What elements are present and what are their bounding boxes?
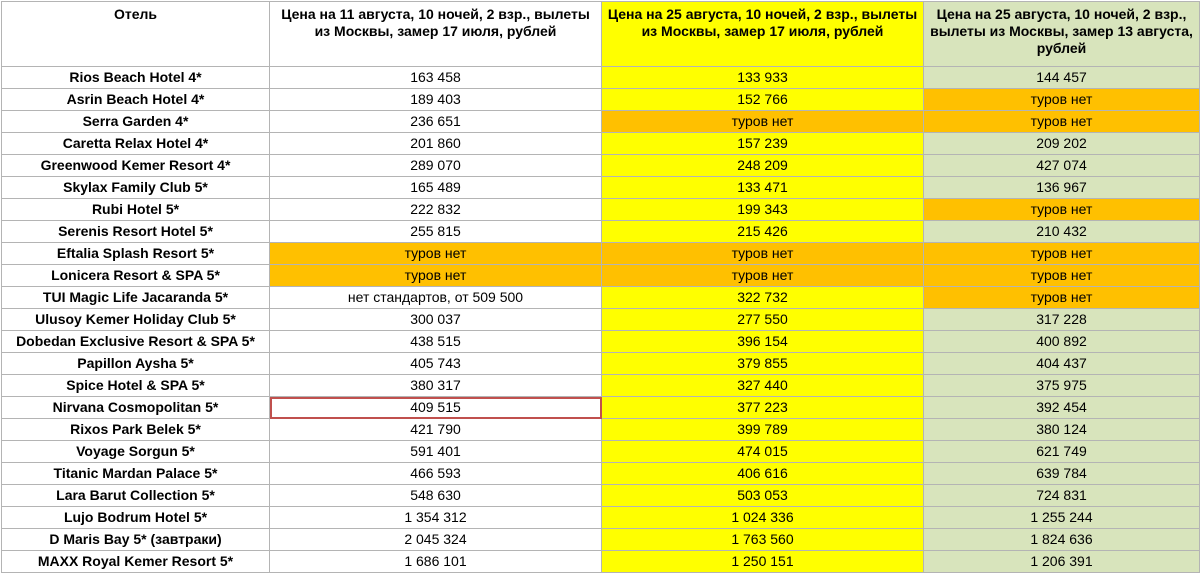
price-aug25-aug13-cell[interactable]: 621 749	[924, 441, 1200, 463]
hotel-name-cell[interactable]: Nirvana Cosmopolitan 5*	[2, 397, 270, 419]
table-row	[2, 177, 1200, 199]
header-price-aug11[interactable]: Цена на 11 августа, 10 ночей, 2 взр., вылеты из Москвы, замер 17 июля, рублей	[270, 2, 602, 67]
price-aug25-jul17-cell[interactable]: 199 343	[602, 199, 924, 221]
table-row	[2, 507, 1200, 529]
hotel-name-cell[interactable]: Papillon Aysha 5*	[2, 353, 270, 375]
price-aug25-jul17-cell[interactable]: 322 732	[602, 287, 924, 309]
hotel-name-cell[interactable]: Rixos Park Belek 5*	[2, 419, 270, 441]
table-body	[2, 67, 1200, 573]
price-aug25-aug13-cell[interactable]: 724 831	[924, 485, 1200, 507]
price-aug25-jul17-cell[interactable]: 396 154	[602, 331, 924, 353]
price-aug25-jul17-cell[interactable]: 1 250 151	[602, 551, 924, 573]
hotel-name-cell[interactable]: Dobedan Exclusive Resort & SPA 5*	[2, 331, 270, 353]
hotel-name-cell[interactable]: Spice Hotel & SPA 5*	[2, 375, 270, 397]
hotel-name-cell[interactable]: Serenis Resort Hotel 5*	[2, 221, 270, 243]
price-aug25-aug13-cell[interactable]: 404 437	[924, 353, 1200, 375]
price-aug25-aug13-cell[interactable]: 639 784	[924, 463, 1200, 485]
header-hotel[interactable]: Отель	[2, 2, 270, 67]
price-aug25-jul17-cell[interactable]: 1 024 336	[602, 507, 924, 529]
table-row	[2, 155, 1200, 177]
price-aug25-aug13-cell[interactable]: 136 967	[924, 177, 1200, 199]
price-aug25-jul17-cell[interactable]: 377 223	[602, 397, 924, 419]
price-aug25-jul17-cell[interactable]: 474 015	[602, 441, 924, 463]
price-aug25-aug13-cell[interactable]: 209 202	[924, 133, 1200, 155]
price-aug25-jul17-cell[interactable]: туров нет	[602, 265, 924, 287]
price-aug11-cell[interactable]: 222 832	[270, 199, 602, 221]
price-aug25-aug13-cell[interactable]: туров нет	[924, 287, 1200, 309]
price-aug11-cell[interactable]: 1 686 101	[270, 551, 602, 573]
hotel-name-cell[interactable]: MAXX Royal Kemer Resort 5*	[2, 551, 270, 573]
hotel-name-cell[interactable]: Rubi Hotel 5*	[2, 199, 270, 221]
price-aug11-cell[interactable]: 300 037	[270, 309, 602, 331]
price-aug25-aug13-cell[interactable]: 210 432	[924, 221, 1200, 243]
price-aug25-jul17-cell[interactable]: 406 616	[602, 463, 924, 485]
header-price-aug25-jul17[interactable]: Цена на 25 августа, 10 ночей, 2 взр., вылеты из Москвы, замер 17 июля, рублей	[602, 2, 924, 67]
price-aug25-jul17-cell[interactable]: 399 789	[602, 419, 924, 441]
table-row	[2, 419, 1200, 441]
price-aug25-jul17-cell[interactable]: 152 766	[602, 89, 924, 111]
table-row	[2, 287, 1200, 309]
price-aug25-jul17-cell[interactable]: 215 426	[602, 221, 924, 243]
price-aug11-cell[interactable]: нет стандартов, от 509 500	[270, 287, 602, 309]
price-aug11-cell[interactable]: 548 630	[270, 485, 602, 507]
price-aug11-cell[interactable]: 421 790	[270, 419, 602, 441]
table-row	[2, 89, 1200, 111]
hotel-name-cell[interactable]: Lara Barut Collection 5*	[2, 485, 270, 507]
price-aug11-cell[interactable]: туров нет	[270, 265, 602, 287]
price-aug25-jul17-cell[interactable]: 133 933	[602, 67, 924, 89]
table-row	[2, 67, 1200, 89]
table-row	[2, 353, 1200, 375]
price-aug25-aug13-cell[interactable]: 144 457	[924, 67, 1200, 89]
price-aug25-aug13-cell[interactable]: 1 824 636	[924, 529, 1200, 551]
hotel-name-cell[interactable]: Titanic Mardan Palace 5*	[2, 463, 270, 485]
table-row	[2, 133, 1200, 155]
price-aug25-jul17-cell[interactable]: туров нет	[602, 111, 924, 133]
table-row	[2, 463, 1200, 485]
hotel-name-cell[interactable]: Greenwood Kemer Resort 4*	[2, 155, 270, 177]
hotel-name-cell[interactable]: D Maris Bay 5* (завтраки)	[2, 529, 270, 551]
table-row	[2, 243, 1200, 265]
table-row	[2, 199, 1200, 221]
price-aug25-aug13-cell[interactable]: 392 454	[924, 397, 1200, 419]
price-aug25-aug13-cell[interactable]: 1 206 391	[924, 551, 1200, 573]
price-aug25-aug13-cell[interactable]: 400 892	[924, 331, 1200, 353]
price-aug25-jul17-cell[interactable]: 327 440	[602, 375, 924, 397]
price-aug25-jul17-cell[interactable]: 277 550	[602, 309, 924, 331]
price-aug11-cell[interactable]: 201 860	[270, 133, 602, 155]
hotel-name-cell[interactable]: Ulusoy Kemer Holiday Club 5*	[2, 309, 270, 331]
hotel-name-cell[interactable]: Asrin Beach Hotel 4*	[2, 89, 270, 111]
table-row	[2, 265, 1200, 287]
header-row	[2, 2, 1200, 67]
price-aug25-aug13-cell[interactable]: туров нет	[924, 199, 1200, 221]
table-row	[2, 375, 1200, 397]
hotel-name-cell[interactable]: Skylax Family Club 5*	[2, 177, 270, 199]
price-table	[1, 1, 1200, 573]
price-aug11-cell[interactable]: 289 070	[270, 155, 602, 177]
table-row	[2, 331, 1200, 353]
hotel-name-cell[interactable]: Eftalia Splash Resort 5*	[2, 243, 270, 265]
hotel-name-cell[interactable]: Caretta Relax Hotel 4*	[2, 133, 270, 155]
table-row	[2, 111, 1200, 133]
table-row	[2, 551, 1200, 573]
price-aug11-cell[interactable]: 405 743	[270, 353, 602, 375]
price-aug25-aug13-cell[interactable]: 317 228	[924, 309, 1200, 331]
price-aug11-cell[interactable]: 2 045 324	[270, 529, 602, 551]
price-aug11-cell[interactable]: 236 651	[270, 111, 602, 133]
price-aug25-jul17-cell[interactable]: 157 239	[602, 133, 924, 155]
price-aug11-cell[interactable]: 165 489	[270, 177, 602, 199]
table-row	[2, 485, 1200, 507]
hotel-name-cell[interactable]: TUI Magic Life Jacaranda 5*	[2, 287, 270, 309]
price-aug11-cell[interactable]: 163 458	[270, 67, 602, 89]
table-row	[2, 529, 1200, 551]
hotel-name-cell[interactable]: Serra Garden 4*	[2, 111, 270, 133]
price-aug25-aug13-cell[interactable]: туров нет	[924, 243, 1200, 265]
header-price-aug25-aug13[interactable]: Цена на 25 августа, 10 ночей, 2 взр., вылеты из Москвы, замер 13 августа, рублей	[924, 2, 1200, 67]
price-aug11-cell[interactable]: 255 815	[270, 221, 602, 243]
price-aug11-cell[interactable]: 438 515	[270, 331, 602, 353]
price-aug25-jul17-cell[interactable]: 379 855	[602, 353, 924, 375]
price-aug25-aug13-cell[interactable]: 375 975	[924, 375, 1200, 397]
hotel-name-cell[interactable]: Lonicera Resort & SPA 5*	[2, 265, 270, 287]
price-aug25-aug13-cell[interactable]: 1 255 244	[924, 507, 1200, 529]
price-aug25-aug13-cell[interactable]: 380 124	[924, 419, 1200, 441]
price-aug11-cell[interactable]: 189 403	[270, 89, 602, 111]
price-aug25-aug13-cell[interactable]: 427 074	[924, 155, 1200, 177]
price-aug11-cell[interactable]: 409 515	[270, 397, 602, 419]
table-row	[2, 309, 1200, 331]
price-aug25-jul17-cell[interactable]: туров нет	[602, 243, 924, 265]
price-aug25-aug13-cell[interactable]: туров нет	[924, 89, 1200, 111]
price-aug25-aug13-cell[interactable]: туров нет	[924, 111, 1200, 133]
table-row	[2, 397, 1200, 419]
hotel-name-cell[interactable]: Lujo Bodrum Hotel 5*	[2, 507, 270, 529]
price-aug25-aug13-cell[interactable]: туров нет	[924, 265, 1200, 287]
price-aug11-cell[interactable]: 466 593	[270, 463, 602, 485]
price-aug11-cell[interactable]: 380 317	[270, 375, 602, 397]
price-aug11-cell[interactable]: туров нет	[270, 243, 602, 265]
table-row	[2, 441, 1200, 463]
price-aug25-jul17-cell[interactable]: 1 763 560	[602, 529, 924, 551]
price-aug11-cell[interactable]: 591 401	[270, 441, 602, 463]
price-aug11-cell[interactable]: 1 354 312	[270, 507, 602, 529]
price-aug25-jul17-cell[interactable]: 133 471	[602, 177, 924, 199]
hotel-name-cell[interactable]: Voyage Sorgun 5*	[2, 441, 270, 463]
hotel-name-cell[interactable]: Rios Beach Hotel 4*	[2, 67, 270, 89]
table-row	[2, 221, 1200, 243]
price-aug25-jul17-cell[interactable]: 248 209	[602, 155, 924, 177]
price-aug25-jul17-cell[interactable]: 503 053	[602, 485, 924, 507]
